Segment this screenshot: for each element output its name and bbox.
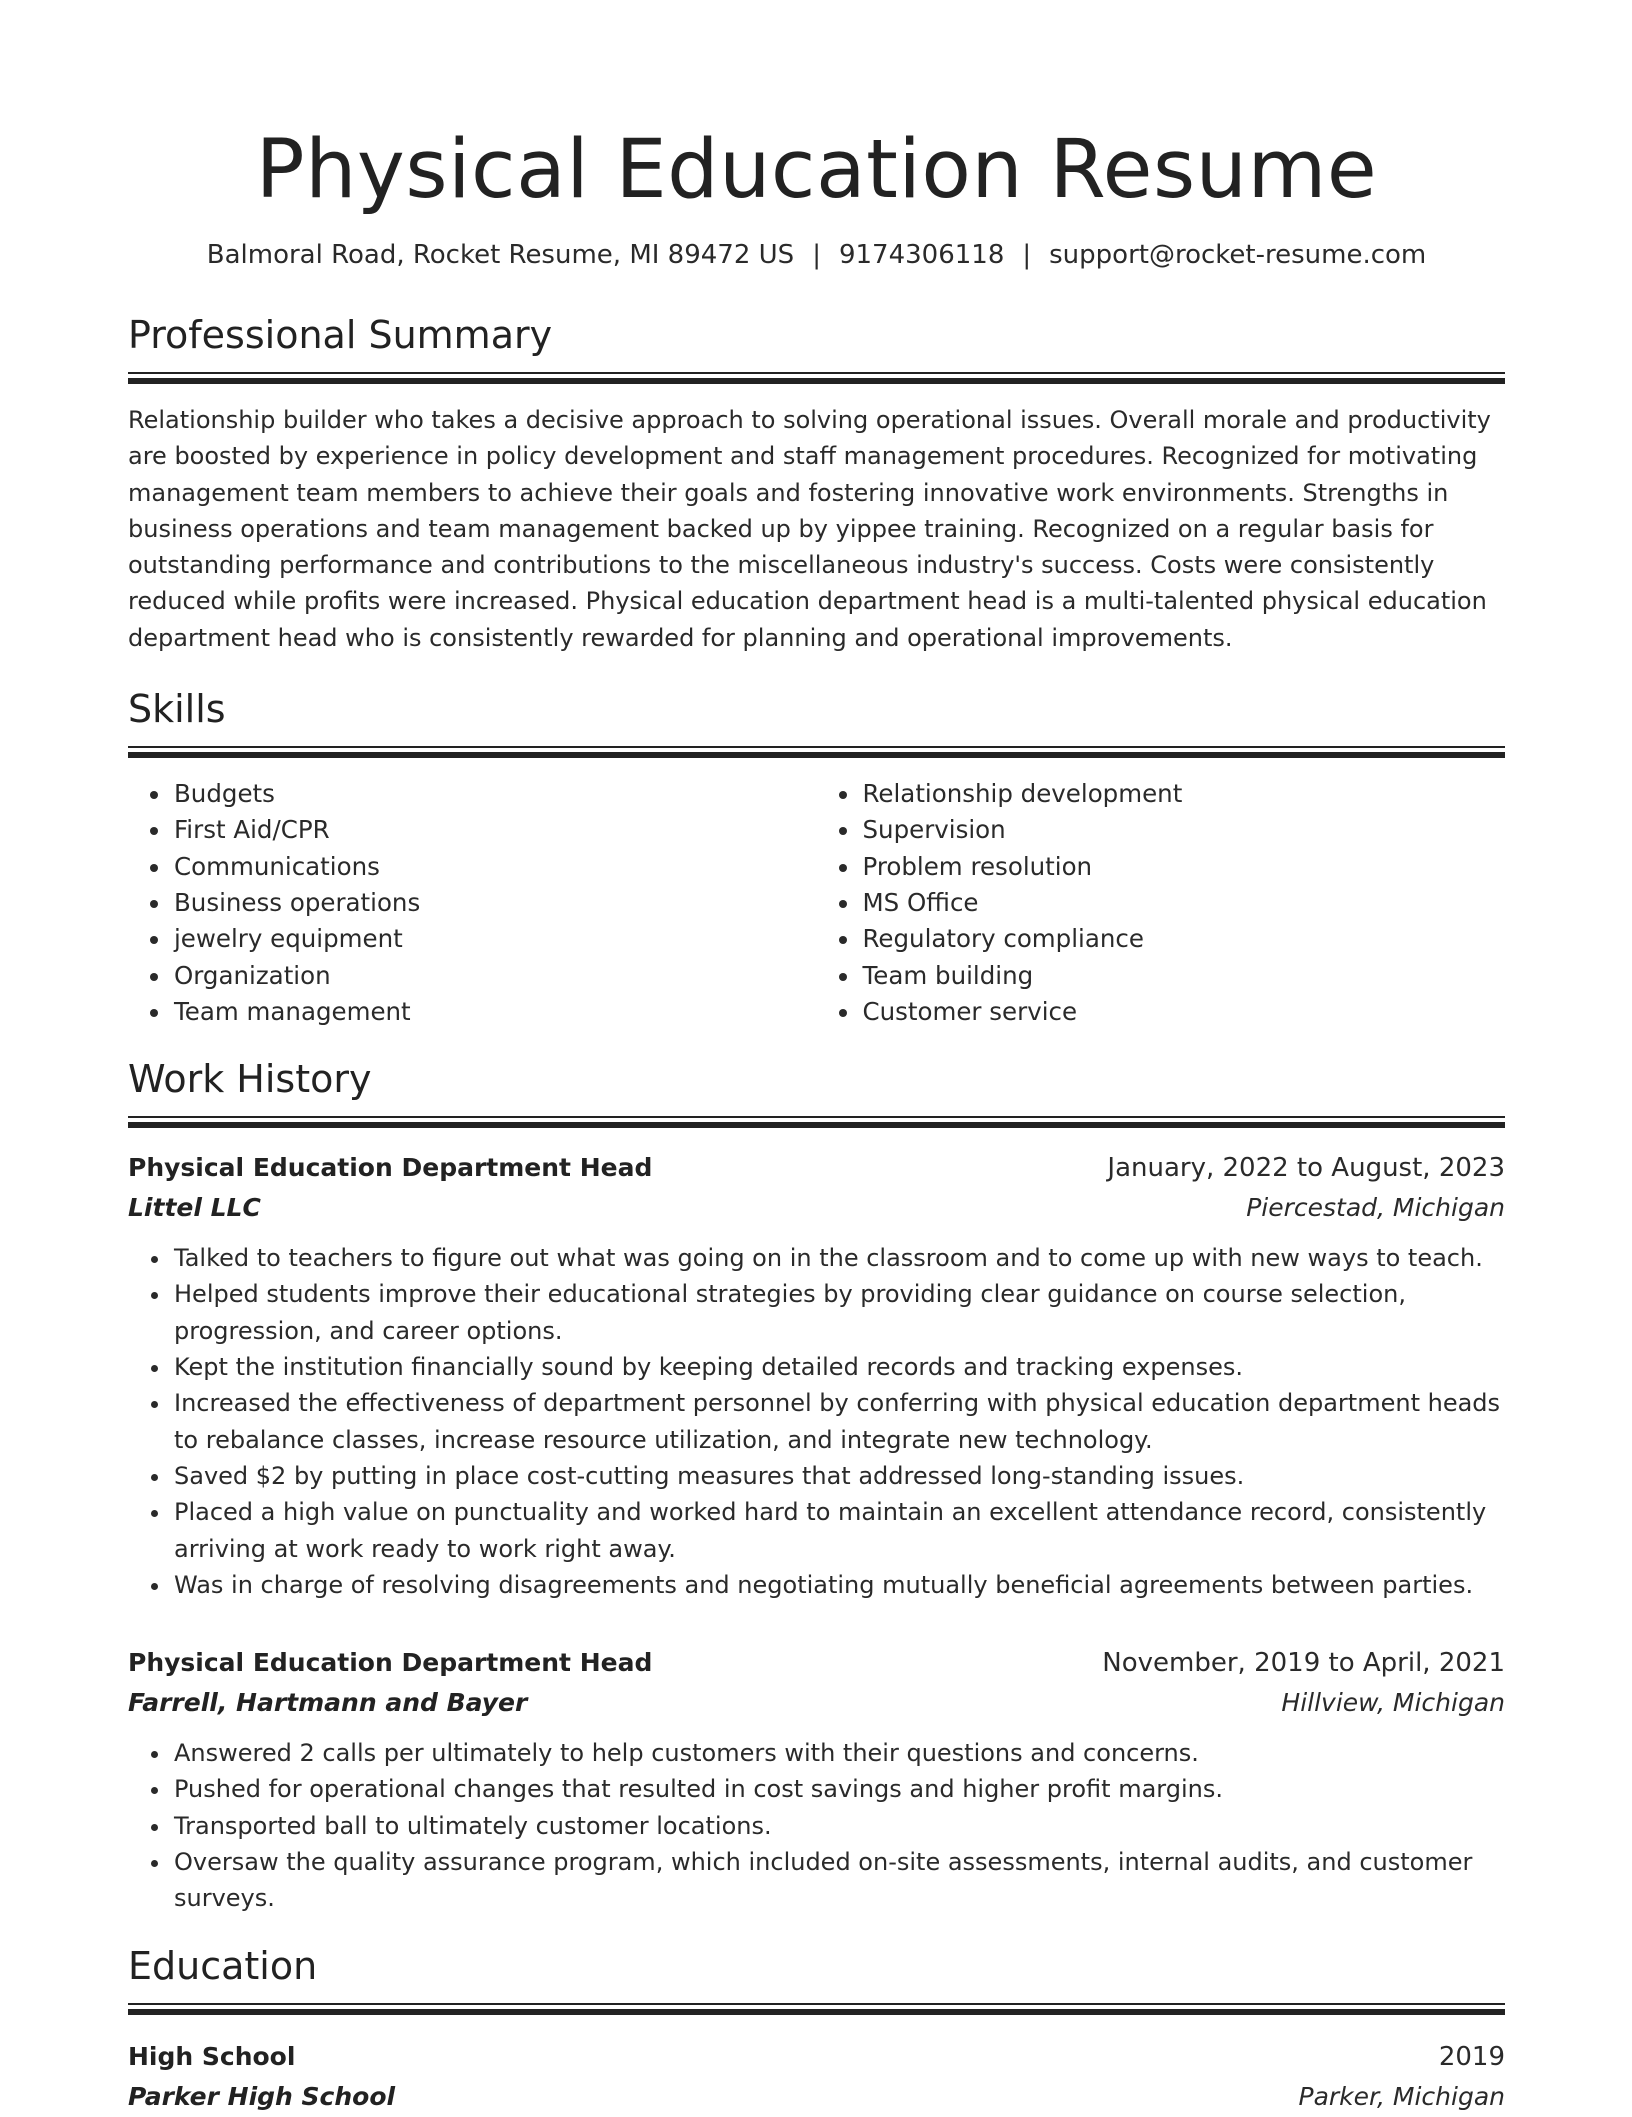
job-company: Farrell, Hartmann and Bayer [128, 1688, 528, 1718]
job-entry [128, 1148, 1505, 1603]
section-divider [128, 372, 1505, 384]
section-divider [128, 2003, 1505, 2015]
job-entry [128, 1643, 1505, 1916]
skill-item: • Team building [861, 958, 1506, 994]
job-header-row [128, 1148, 1505, 1188]
job-title: Physical Education Department Head [128, 1648, 653, 1678]
education-section [128, 1943, 1505, 2117]
section-divider [128, 746, 1505, 758]
duty-item: • Helped students improve their educational strategies by providing clear guidance on course selection, progression, and career options. [172, 1276, 1505, 1349]
job-header-row [128, 1643, 1505, 1683]
section-heading: Work History [128, 1057, 372, 1102]
duty-item: • Oversaw the quality assurance program, which included on-site assessments, internal audits, and customer surveys. [172, 1844, 1505, 1917]
skill-item: • First Aid/CPR [172, 812, 817, 848]
job-company-row [128, 1188, 1505, 1228]
skill-item: • jewelry equipment [172, 921, 817, 957]
job-title: Physical Education Department Head [128, 1153, 653, 1183]
section-heading: Education [128, 1943, 318, 1988]
duty-item: • Answered 2 calls per ultimately to help customers with their questions and concerns. [172, 1735, 1505, 1771]
duty-item: • Placed a high value on punctuality and worked hard to maintain an excellent attendance record, consistently arriving at work ready to work right away. [172, 1494, 1505, 1567]
section-heading: Skills [128, 687, 226, 732]
duty-item: • Pushed for operational changes that resulted in cost savings and higher profit margins. [172, 1771, 1505, 1807]
section-heading: Professional Summary [128, 313, 553, 357]
contact-separator: | [812, 240, 821, 270]
education-degree: High School [128, 2041, 296, 2071]
skills-section [128, 686, 1505, 1030]
job-duties-list [128, 1735, 1505, 1916]
job-dates: January, 2022 to August, 2023 [1107, 1153, 1505, 1184]
skill-item: • Relationship development [861, 776, 1506, 812]
duty-item: • Increased the effectiveness of department personnel by conferring with physical education department heads to rebalance classes, increase resource utilization, and integrate new technology. [172, 1385, 1505, 1458]
contact-phone: 9174306118 [838, 240, 1005, 270]
duty-item: • Talked to teachers to figure out what was going on in the classroom and to come up with new ways to teach. [172, 1240, 1505, 1276]
job-company: Littel LLC [128, 1193, 261, 1223]
duty-item: • Saved $2 by putting in place cost-cutting measures that addressed long-standing issues. [172, 1458, 1505, 1494]
job-location: Hillview, Michigan [1281, 1688, 1505, 1718]
skills-list-right [817, 776, 1506, 1030]
professional-summary-section [128, 312, 1505, 656]
skills-list-left [128, 776, 817, 1030]
duty-item: • Kept the institution financially sound by keeping detailed records and tracking expenses. [172, 1349, 1505, 1385]
summary-text: Relationship builder who takes a decisive approach to solving operational issues. Overall morale and productivity are boosted by experience in policy development and staff management procedures. Recognized for motivating management team members to achieve their goals and fostering innovative work environments. Strengths in business operations and team management backed up by yippee training. Recognized on a regular basis for outstanding performance and contributions to the miscellaneous industry's success. Costs were consistently reduced while profits were increased. Physical education department head is a multi-talented physical education department head who is consistently rewarded for planning and operational improvements. [128, 406, 1491, 652]
job-location: Piercestad, Michigan [1246, 1193, 1505, 1223]
skills-columns [128, 776, 1505, 1030]
skill-item: • Customer service [861, 994, 1506, 1030]
duty-item: • Transported ball to ultimately customer locations. [172, 1808, 1505, 1844]
work-history-section [128, 1056, 1505, 1916]
skill-item: • MS Office [861, 885, 1506, 921]
duty-item: • Was in charge of resolving disagreements and negotiating mutually beneficial agreements between parties. [172, 1567, 1505, 1603]
contact-line [128, 238, 1505, 272]
education-year: 2019 [1438, 2041, 1505, 2072]
skill-item: • Budgets [172, 776, 817, 812]
job-duties-list [128, 1240, 1505, 1603]
section-divider [128, 1116, 1505, 1128]
skill-item: • Organization [172, 958, 817, 994]
job-company-row [128, 1683, 1505, 1723]
skill-item: • Regulatory compliance [861, 921, 1506, 957]
education-entry [128, 2037, 1505, 2117]
contact-email: support@rocket-resume.com [1049, 240, 1427, 270]
skill-item: • Supervision [861, 812, 1506, 848]
skill-item: • Problem resolution [861, 849, 1506, 885]
contact-separator: | [1022, 240, 1032, 270]
resume-title: Physical Education Resume [255, 123, 1378, 217]
education-school: Parker High School [128, 2081, 396, 2111]
skill-item: • Team management [172, 994, 817, 1030]
job-dates: November, 2019 to April, 2021 [1102, 1648, 1505, 1679]
education-header-row [128, 2037, 1505, 2077]
education-location: Parker, Michigan [1298, 2081, 1505, 2111]
skill-item: • Business operations [172, 885, 817, 921]
skill-item: • Communications [172, 849, 817, 885]
education-school-row [128, 2077, 1505, 2117]
contact-address: Balmoral Road, Rocket Resume, MI 89472 US [206, 240, 795, 270]
